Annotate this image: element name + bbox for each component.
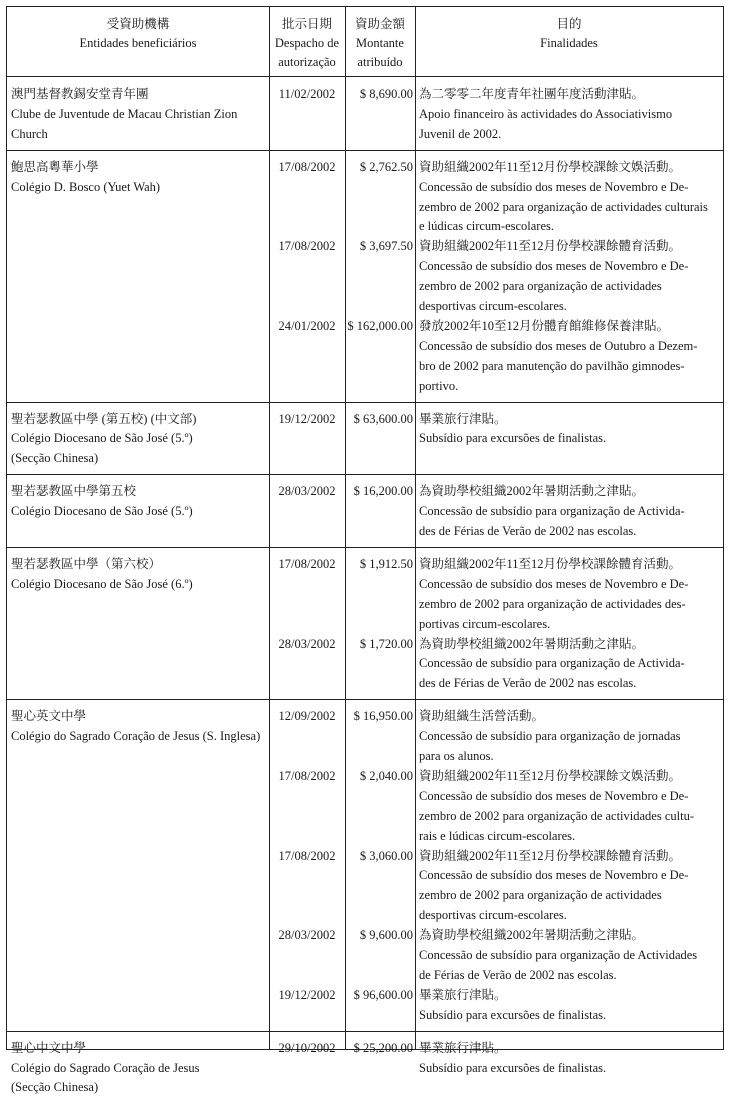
grant-purpose-line: Concessão de subsídio dos meses de Outubro a Dezem-: [419, 338, 698, 353]
grant-purpose-line: Apoio financeiro às actividades do Associativismo: [419, 106, 673, 121]
grant-purpose-line: Subsídio para excursões de finalistas.: [419, 1060, 607, 1075]
entity-name-line: (Secção Chinesa): [11, 451, 99, 466]
header-date-pt2: autorização: [278, 55, 336, 69]
entity-name-line: Colégio Diocesano de São José (5.º): [11, 431, 193, 446]
grant-amount: $ 8,690.00: [359, 87, 413, 101]
grant-purpose-line: zembro de 2002 para organização de actividades des-: [419, 596, 686, 611]
grant-purpose-line: 為資助學校組織2002年暑期活動之津貼。: [419, 636, 645, 651]
grant-amount: $ 16,200.00: [353, 484, 413, 499]
grant-purpose-line: 資助組織2002年11至12月份學校課餘文娛活動。: [419, 159, 682, 174]
header-purpose-pt: Finalidades: [540, 36, 598, 50]
entity-name-line: 澳門基督教錫安堂青年團: [11, 87, 149, 101]
header-date: [269, 7, 345, 77]
row-divider: [7, 699, 723, 700]
entity-name-line: 聖若瑟教區中學 (第五校) (中文部): [11, 411, 197, 426]
grant-amount: $ 1,912.50: [359, 556, 413, 571]
grant-purpose-line: Concessão de subsídio dos meses de Novembro e De-: [419, 576, 689, 591]
entity-name-line: 聖若瑟教區中學第五校: [11, 484, 137, 499]
grants-table: [6, 6, 724, 1095]
grant-amount: $ 9,600.00: [359, 928, 413, 943]
grant-purpose-line: Concessão de subsídio para organização de Activida-: [419, 504, 685, 519]
grant-amount: $ 63,600.00: [353, 411, 413, 426]
grant-purpose-line: para os alunos.: [419, 749, 494, 763]
entity-name-line: 聖心中文中學: [11, 1040, 87, 1055]
grant-date: 28/03/2002: [278, 928, 336, 943]
grant-amount: $ 3,697.50: [359, 239, 413, 254]
grant-purpose-line: desportivas circum-escolares.: [419, 908, 567, 923]
entity-name-line: Colégio do Sagrado Coração de Jesus (S. Inglesa): [11, 729, 261, 744]
header-amount-pt1: Montante: [356, 36, 404, 50]
grant-purpose-line: 資助組織2002年11至12月份學校課餘體育活動。: [419, 239, 682, 254]
grant-purpose-line: Concessão de subsídio para organização de Actividades: [419, 948, 698, 962]
grant-purpose-line: 為資助學校組織2002年暑期活動之津貼。: [419, 484, 645, 499]
grant-purpose-line: bro de 2002 para manutenção do pavilhão gimnodes-: [419, 358, 685, 373]
entity-name-line: 聖心英文中學: [11, 709, 87, 724]
grant-date: 12/09/2002: [278, 709, 336, 724]
grant-purpose-line: portivas circum-escolares.: [419, 616, 551, 631]
entity-name-line: 鮑思高粵華小學: [11, 159, 99, 174]
grant-date: 29/10/2002: [278, 1040, 336, 1055]
grant-purpose-line: Subsídio para excursões de finalistas.: [419, 1007, 607, 1022]
grant-purpose-line: 畢業旅行津貼。: [419, 411, 507, 426]
grant-purpose-line: 發放2002年10至12月份體育館維修保養津貼。: [419, 318, 670, 333]
grant-amount: $ 2,762.50: [359, 159, 413, 174]
grant-date: 24/01/2002: [278, 318, 336, 333]
header-purpose: [415, 7, 723, 77]
grant-purpose-line: 資助組織2002年11至12月份學校課餘文娛活動。: [419, 768, 682, 783]
grant-purpose-line: 畢業旅行津貼。: [419, 987, 507, 1002]
grant-date: 17/08/2002: [278, 768, 336, 783]
grant-purpose-line: Concessão de subsídio dos meses de Novembro e De-: [419, 868, 689, 883]
entity-name-line: Colégio do Sagrado Coração de Jesus: [11, 1060, 200, 1075]
row-divider: [7, 402, 723, 403]
grant-purpose-line: 資助組織2002年11至12月份學校課餘體育活動。: [419, 848, 682, 863]
entity-name-line: 聖若瑟教區中學（第六校）: [11, 556, 162, 571]
entity-name-line: Clube de Juventude de Macau Christian Zion: [11, 106, 238, 121]
grant-purpose-line: rais e lúdicas circum-escolares.: [419, 828, 576, 843]
grant-date: 11/02/2002: [278, 87, 336, 101]
header-amount-pt2: atribuído: [357, 55, 403, 69]
grant-purpose-line: zembro de 2002 para organização de actividades: [419, 279, 662, 294]
grant-date: 19/12/2002: [278, 987, 336, 1002]
grant-purpose-line: Concessão de subsídio para organização de Activida-: [419, 656, 685, 671]
grant-purpose-line: Juvenil de 2002.: [419, 126, 502, 141]
grant-amount: $ 2,040.00: [359, 768, 413, 783]
entity-name-line: Church: [11, 126, 48, 141]
grant-purpose-line: Concessão de subsídio dos meses de Novembro e De-: [419, 788, 689, 803]
entity-name-line: (Secção Chinesa): [11, 1080, 99, 1095]
grant-purpose-line: Subsídio para excursões de finalistas.: [419, 431, 607, 446]
row-divider: [7, 150, 723, 151]
grant-purpose-line: 為二零零二年度青年社團年度活動津貼。: [419, 87, 645, 101]
grant-purpose-line: 為資助學校組織2002年暑期活動之津貼。: [419, 928, 645, 943]
header-date-pt1: Despacho de: [274, 36, 340, 50]
grant-purpose-line: desportivas circum-escolares.: [419, 299, 567, 313]
grant-amount: $ 1,720.00: [359, 636, 413, 651]
grant-purpose-line: 畢業旅行津貼。: [419, 1040, 507, 1055]
grant-amount: $ 3,060.00: [359, 848, 413, 863]
grant-date: 17/08/2002: [278, 239, 336, 254]
grant-date: 19/12/2002: [278, 411, 336, 426]
grant-purpose-line: Concessão de subsídio dos meses de Novembro e De-: [419, 259, 689, 274]
header-entity-zh: 受資助機構: [106, 17, 170, 31]
grant-date: 28/03/2002: [278, 484, 336, 499]
header-purpose-zh: 目的: [556, 17, 582, 31]
grant-amount: $ 96,600.00: [353, 987, 413, 1002]
header-entity: [7, 7, 269, 77]
entity-name-line: Colégio D. Bosco (Yuet Wah): [11, 179, 161, 194]
row-divider: [7, 1031, 723, 1032]
header-amount: [345, 7, 415, 77]
grant-amount: $ 16,950.00: [353, 709, 413, 724]
header-amount-zh: 資助金額: [354, 17, 405, 31]
column-divider: [415, 7, 416, 1049]
grant-purpose-line: portivo.: [419, 378, 459, 393]
grant-date: 17/08/2002: [278, 159, 336, 174]
grant-purpose-line: de Férias de Verão de 2002 nas escolas.: [419, 967, 617, 982]
grant-purpose-line: Concessão de subsídio para organização de jornadas: [419, 729, 681, 744]
grant-purpose-line: des de Férias de Verão de 2002 nas escolas.: [419, 524, 637, 538]
grant-date: 17/08/2002: [278, 556, 336, 571]
grant-purpose-line: zembro de 2002 para organização de actividades: [419, 888, 662, 903]
grant-purpose-line: zembro de 2002 para organização de actividades culturais: [419, 199, 708, 214]
row-divider: [7, 547, 723, 548]
header-entity-pt: Entidades beneficiários: [79, 36, 197, 50]
grant-amount: $ 162,000.00: [347, 318, 413, 333]
entity-name-line: Colégio Diocesano de São José (5.º): [11, 504, 193, 519]
grant-purpose-line: e lúdicas circum-escolares.: [419, 219, 555, 234]
header-date-zh: 批示日期: [281, 17, 332, 31]
row-divider: [7, 474, 723, 475]
grant-purpose-line: zembro de 2002 para organização de actividades cultu-: [419, 808, 694, 823]
grant-date: 17/08/2002: [278, 848, 336, 863]
grant-purpose-line: des de Férias de Verão de 2002 nas escolas.: [419, 676, 637, 691]
grant-purpose-line: 資助組織2002年11至12月份學校課餘體育活動。: [419, 556, 682, 571]
grant-amount: $ 25,200.00: [353, 1040, 413, 1055]
grant-purpose-line: Concessão de subsídio dos meses de Novembro e De-: [419, 179, 689, 194]
entity-name-line: Colégio Diocesano de São José (6.º): [11, 576, 193, 591]
grant-purpose-line: 資助組織生活營活動。: [419, 709, 545, 724]
grant-date: 28/03/2002: [278, 636, 336, 651]
